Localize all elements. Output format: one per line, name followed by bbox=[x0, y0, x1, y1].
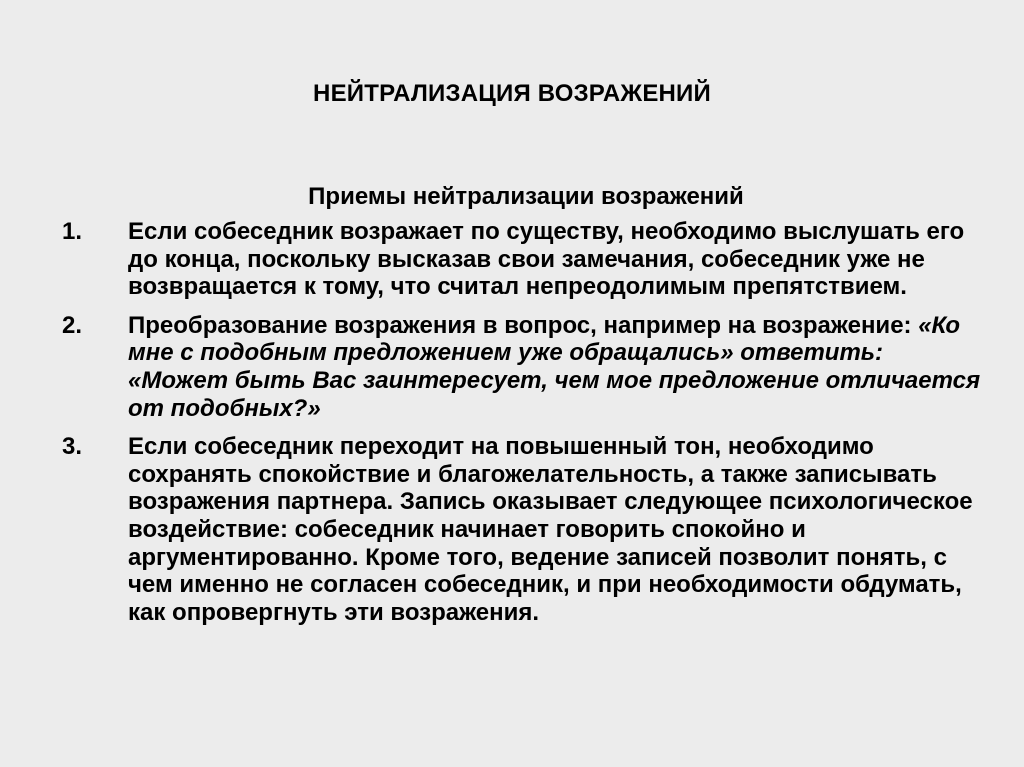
technique-list bbox=[62, 218, 982, 637]
item-text: Если собеседник возражает по существу, необходимо выслушать его до конца, поскольку высказав свои замечания, собеседник уже не возвращается к тому, что считал непреодолимым препятствием. bbox=[128, 218, 965, 301]
list-item bbox=[62, 218, 982, 301]
item-number: 2. bbox=[62, 311, 83, 339]
list-item bbox=[62, 433, 982, 626]
item-quote-text: «Ко мне с подобным предложением уже обращались» ответить: «Может быть Вас заинтересует, чем мое предложение отличается от подобных?» bbox=[128, 311, 981, 422]
page-title: НЕЙТРАЛИЗАЦИЯ ВОЗРАЖЕНИЙ bbox=[313, 80, 711, 107]
section-subtitle: Приемы нейтрализации возражений bbox=[308, 183, 744, 210]
item-number: 3. bbox=[62, 433, 83, 461]
item-number: 1. bbox=[62, 218, 83, 245]
item-text: Преобразование возражения в вопрос, например на возражение: bbox=[128, 311, 919, 339]
list-item bbox=[62, 312, 982, 422]
item-text: Если собеседник переходит на повышенный тон, необходимо сохранять спокойствие и благожелательность, а также записывать возражения партнера. Запись оказывает следующее психологическое воздействие: собеседник начинает говорить спокойно и аргументированно. Кроме того, ведение записей позволит понять, с чем именно не согласен собеседник, и при необходимости обдумать, как опровергнуть эти возражения. bbox=[128, 433, 973, 626]
